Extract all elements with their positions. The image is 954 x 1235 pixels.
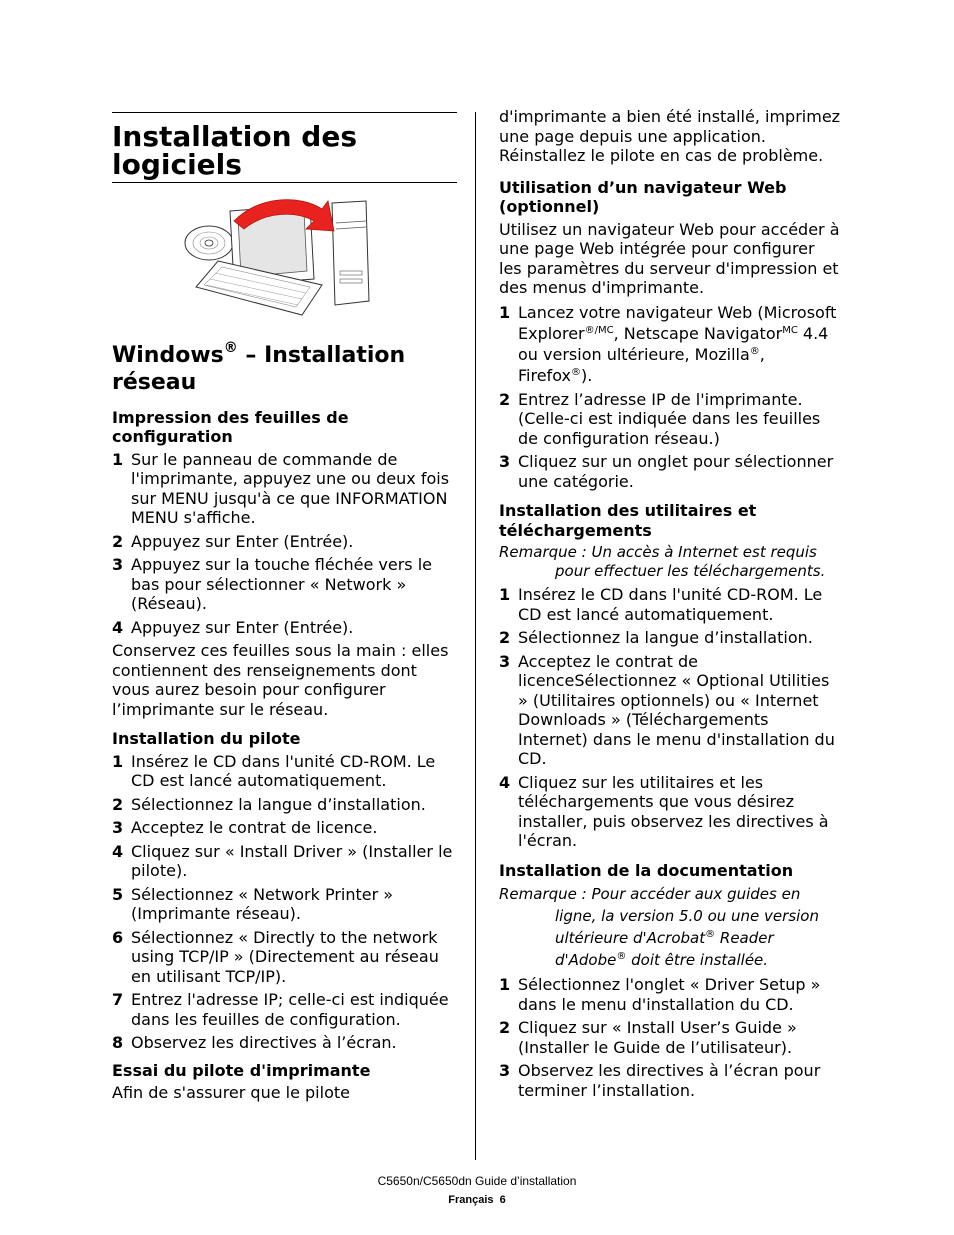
list-item (112, 885, 457, 924)
utilities-heading: Installation des utilitaires et téléchargements (499, 501, 757, 540)
step-number: 2 (499, 628, 511, 647)
step-text: Observez les directives à l’écran pour terminer l’installation. (518, 1061, 821, 1100)
step-number: 4 (112, 841, 124, 861)
step-text: Insérez le CD dans l'unité CD-ROM. Le CD est lancé automatiquement. (518, 585, 823, 624)
step-text: ). (580, 365, 593, 385)
list-item (499, 628, 841, 648)
step-number: 3 (112, 818, 124, 837)
list-item (499, 652, 841, 769)
step-text: Acceptez le contrat de licence. (131, 818, 378, 837)
registered-mark: ® (616, 951, 627, 962)
step-text: , Netscape Navigator (613, 323, 783, 343)
step-text: Cliquez sur un onglet pour sélectionner une catégorie. (518, 452, 834, 491)
web-steps (499, 302, 841, 492)
footer-language: Français (448, 1194, 494, 1206)
step-number: 1 (499, 975, 511, 994)
cd-disc-icon (185, 226, 233, 260)
windows-heading-post: – Installation réseau (112, 342, 406, 395)
step-text: Lancez votre navigateur Web (Microsoft Explorer (518, 302, 837, 343)
step-number: 5 (112, 884, 124, 904)
step-number: 3 (499, 452, 511, 471)
left-column (112, 112, 457, 1107)
step-text: Appuyez sur Enter (Entrée). (131, 617, 354, 637)
list-item (112, 842, 457, 881)
registered-mark: ® (749, 345, 760, 357)
windows-heading (112, 339, 457, 396)
note-text: doit être installée. (626, 951, 769, 969)
list-item (112, 532, 457, 552)
list-item (112, 928, 457, 987)
step-text: Sélectionnez la langue d’installation. (131, 794, 426, 814)
footer-page (0, 1194, 954, 1206)
list-item (112, 450, 457, 528)
test-paragraph-continued: d'imprimante a bien été installé, imprimez une page depuis une application. Réinstallez le pilote en cas de problème. (499, 107, 841, 165)
step-text: Cliquez sur les utilitaires et les téléchargements que vous désirez installer, puis observez les directives à l'écran. (518, 772, 829, 850)
step-text: Cliquez sur « Install User’s Guide » (Installer le Guide de l’utilisateur). (518, 1018, 797, 1057)
step-text: Entrez l'adresse IP; celle-ci est indiquée dans les feuilles de configuration. (131, 990, 449, 1029)
step-number: 1 (499, 585, 511, 604)
documentation-note (499, 883, 841, 971)
list-item (499, 452, 841, 491)
step-number: 2 (499, 389, 511, 409)
list-item (499, 302, 841, 386)
step-text: Appuyez sur Enter (Entrée). (131, 531, 354, 551)
step-number: 1 (112, 751, 124, 771)
footer-title: C5650n/C5650dn Guide d’installation (377, 1174, 577, 1188)
step-text: Observez les directives à l’écran. (131, 1033, 397, 1052)
driver-steps (112, 752, 457, 1053)
step-text: Sélectionnez la langue d’installation. (518, 628, 813, 647)
documentation-steps (499, 975, 841, 1100)
step-number: 2 (112, 794, 124, 814)
step-text: Sur le panneau de commande de l'imprimante, appuyez une ou deux fois sur MENU jusqu'à ce que INFORMATION MENU s'affiche. (131, 449, 450, 527)
column-divider (475, 112, 476, 1160)
driver-heading: Installation du pilote (112, 729, 301, 748)
list-item (112, 990, 457, 1029)
step-number: 1 (112, 449, 124, 469)
documentation-heading: Installation de la documentation (499, 860, 794, 880)
list-item (499, 1018, 841, 1057)
step-text: , Firefox (518, 344, 765, 385)
web-paragraph: Utilisez un navigateur Web pour accéder à une page Web intégrée pour configurer les paramètres du serveur d'impression et des menus d'imprimante. (499, 219, 840, 297)
step-number: 2 (112, 531, 124, 551)
step-number: 1 (499, 302, 511, 322)
test-paragraph-start: Afin de s'assurer que le pilote (112, 1083, 350, 1102)
step-number: 7 (112, 990, 124, 1009)
list-item (112, 1033, 457, 1053)
note-text: Remarque : Pour accéder aux guides en ligne, la version 5.0 ou une version ultérieure d'Acrobat (499, 885, 819, 947)
trademark-mark: MC (782, 324, 798, 336)
step-text: Acceptez le contrat de licenceSélectionnez « Optional Utilities » (Utilitaires optionnels) ou « Internet Downloads » (Téléchargements Internet) dans le menu d'installation du CD. (518, 651, 835, 768)
step-number: 6 (112, 927, 124, 947)
registered-mark: ® (570, 366, 581, 378)
title-rule-bottom (112, 182, 457, 183)
note-text: Reader d'Adobe (555, 929, 774, 969)
step-number: 4 (112, 617, 124, 637)
config-steps (112, 450, 457, 638)
step-number: 8 (112, 1033, 124, 1052)
right-column (499, 107, 841, 1104)
list-item (112, 818, 457, 838)
computer-icon (196, 201, 369, 315)
step-text: Sélectionnez « Directly to the network using TCP/IP » (Directement au réseau en utilisant TCP/IP). (131, 927, 439, 986)
list-item (112, 618, 457, 638)
page-title: Installation des logiciels (112, 120, 357, 181)
list-item (499, 585, 841, 624)
software-install-illustration (182, 199, 382, 317)
list-item (499, 390, 841, 449)
list-item (112, 752, 457, 791)
step-number: 4 (499, 772, 511, 792)
registered-mark: ® (705, 929, 716, 940)
registered-mark: ® (223, 339, 238, 356)
step-text: Insérez le CD dans l'unité CD-ROM. Le CD est lancé automatiquement. (131, 751, 436, 790)
config-heading: Impression des feuilles de configuration (112, 407, 349, 446)
list-item (112, 795, 457, 815)
list-item (499, 1061, 841, 1100)
web-heading: Utilisation d’un navigateur Web (optionnel) (499, 177, 787, 216)
step-text: Appuyez sur la touche fléchée vers le bas pour sélectionner « Network » (Réseau). (131, 555, 432, 613)
registered-mark: ®/MC (584, 324, 614, 336)
title-rule-top (112, 112, 457, 113)
step-number: 2 (499, 1018, 511, 1037)
page-number: 6 (499, 1194, 506, 1206)
step-number: 3 (499, 651, 511, 671)
windows-heading-pre: Windows (112, 342, 224, 368)
step-number: 3 (112, 555, 124, 574)
utilities-note: Remarque : Un accès à Internet est requis pour effectuer les téléchargements. (499, 543, 826, 580)
step-text: Sélectionnez l'onglet « Driver Setup » dans le menu d'installation du CD. (518, 975, 821, 1014)
utilities-steps (499, 585, 841, 851)
list-item (499, 975, 841, 1014)
step-text: 4.4 ou version ultérieure, Mozilla (518, 323, 829, 364)
list-item (112, 555, 457, 614)
step-text: Entrez l’adresse IP de l'imprimante. (Celle-ci est indiquée dans les feuilles de configuration réseau.) (518, 389, 821, 448)
config-paragraph: Conservez ces feuilles sous la main : elles contiennent des renseignements dont vous aurez besoin pour configurer l’imprimante sur le réseau. (112, 641, 449, 719)
test-heading: Essai du pilote d'imprimante (112, 1060, 371, 1080)
step-text: Sélectionnez « Network Printer » (Imprimante réseau). (131, 884, 394, 923)
list-item (499, 773, 841, 851)
step-text: Cliquez sur « Install Driver » (Installer le pilote). (131, 841, 453, 880)
step-number: 3 (499, 1061, 511, 1080)
